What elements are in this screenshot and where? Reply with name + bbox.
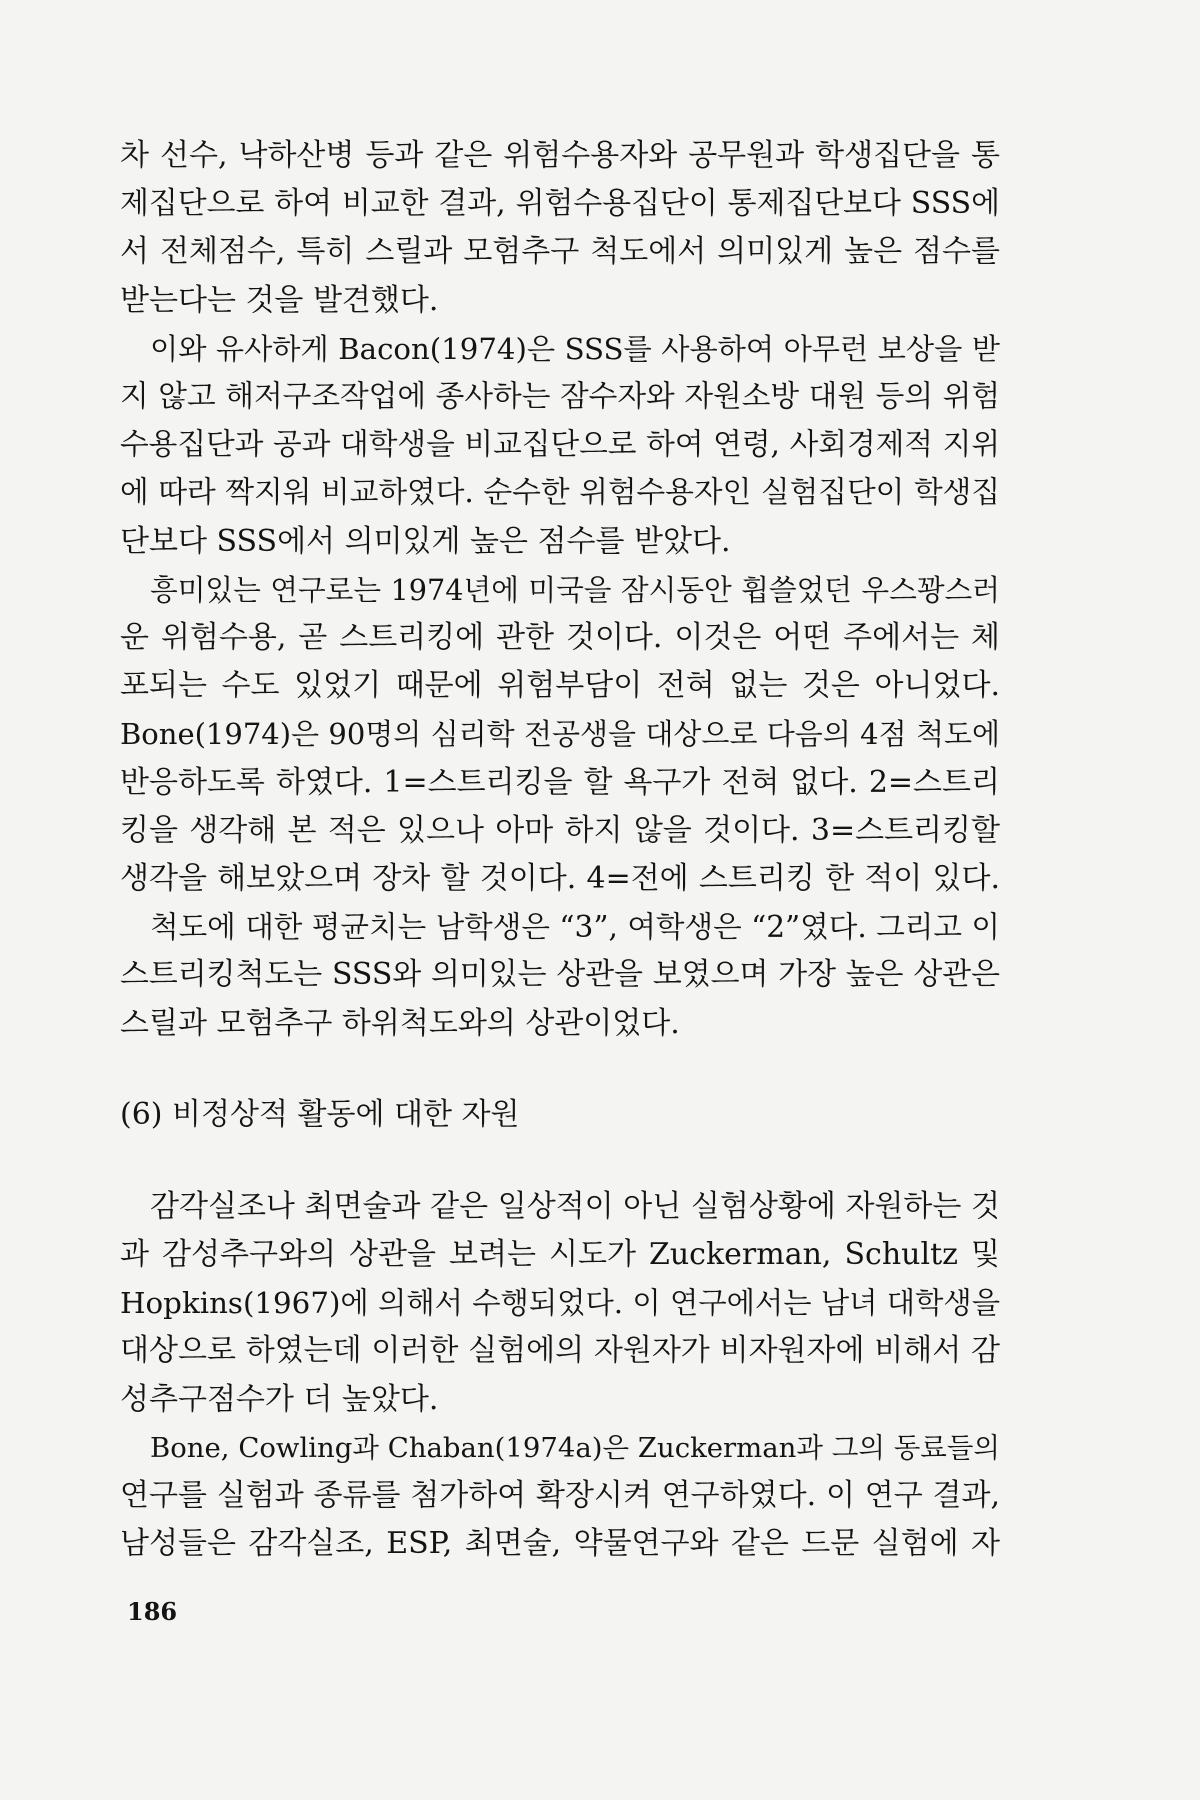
text-line: 생각을 해보았으며 장차 할 것이다. 4=전에 스트리킹 한 적이 있다. bbox=[120, 861, 1000, 896]
text-line: 포되는 수도 있었기 때문에 위험부담이 전혀 없는 것은 아니었다. bbox=[120, 668, 1000, 704]
text-line: Bone, Cowling과 Chaban(1974a)은 Zuckerman과 그의 동료들의 bbox=[150, 1431, 1000, 1464]
text-line: Hopkins(1967)에 의해서 수행되었다. 이 연구에서는 남녀 대학생을 bbox=[120, 1286, 1000, 1321]
text-line: 흥미있는 연구로는 1974년에 미국을 잠시동안 휩쓸었던 우스꽝스러 bbox=[150, 572, 1000, 607]
text-line: 제집단으로 하여 비교한 결과, 위험수용집단이 통제집단보다 SSS에 bbox=[120, 186, 1000, 222]
text-line: 대상으로 하였는데 이러한 실험에의 자원자가 비자원자에 비해서 감 bbox=[120, 1333, 1000, 1369]
text-line: 에 따라 짝지워 비교하였다. 순수한 위험수용자인 실험집단이 학생집 bbox=[120, 475, 1000, 511]
text-line: 서 전체점수, 특히 스릴과 모험추구 척도에서 의미있게 높은 점수를 bbox=[120, 234, 1000, 270]
text-line: 단보다 SSS에서 의미있게 높은 점수를 받았다. bbox=[120, 523, 731, 559]
text-line: 반응하도록 하였다. 1=스트리킹을 할 욕구가 전혀 없다. 2=스트리 bbox=[120, 764, 1000, 800]
text-line: 감각실조나 최면술과 같은 일상적이 아닌 실험상황에 자원하는 것 bbox=[150, 1188, 1000, 1224]
text-line: 운 위험수용, 곧 스트리킹에 관한 것이다. 이것은 어떤 주에서는 체 bbox=[120, 620, 1000, 655]
text-line: 수용집단과 공과 대학생을 비교집단으로 하여 연령, 사회경제적 지위 bbox=[120, 427, 1000, 463]
text-line: 남성들은 감각실조, ESP, 최면술, 약물연구와 같은 드문 실험에 자 bbox=[120, 1526, 1000, 1562]
text-line: Bone(1974)은 90명의 심리학 전공생을 대상으로 다음의 4점 척도에 bbox=[120, 717, 1000, 752]
text-line: 차 선수, 낙하산병 등과 같은 위험수용자와 공무원과 학생집단을 통 bbox=[120, 138, 1000, 173]
text-line: 연구를 실험과 종류를 첨가하여 확장시켜 연구하였다. 이 연구 결과, bbox=[120, 1477, 1000, 1513]
text-line: 스트리킹척도는 SSS와 의미있는 상관을 보였으며 가장 높은 상관은 bbox=[120, 957, 1000, 993]
text-line: 스릴과 모험추구 하위척도와의 상관이었다. bbox=[120, 1005, 680, 1041]
text-line: 척도에 대한 평균치는 남학생은 “3”, 여학생은 “2”였다. 그리고 이 bbox=[150, 910, 1000, 945]
text-line: 과 감성추구와의 상관을 보려는 시도가 Zuckerman, Schultz 및 bbox=[120, 1236, 1000, 1272]
text-line: 이와 유사하게 Bacon(1974)은 SSS를 사용하여 아무런 보상을 받 bbox=[150, 331, 1000, 366]
text-line: 지 않고 해저구조작업에 종사하는 잠수자와 자원소방 대원 등의 위험 bbox=[120, 379, 1000, 414]
text-line: 킹을 생각해 본 적은 있으나 아마 하지 않을 것이다. 3=스트리킹할 bbox=[120, 812, 1000, 848]
text-line: 받는다는 것을 발견했다. bbox=[120, 282, 439, 318]
page-number: 186 bbox=[127, 1597, 178, 1627]
section-heading: (6) 비정상적 활동에 대한 자원 bbox=[120, 1097, 520, 1133]
text-line: 성추구점수가 더 높았다. bbox=[120, 1381, 439, 1417]
